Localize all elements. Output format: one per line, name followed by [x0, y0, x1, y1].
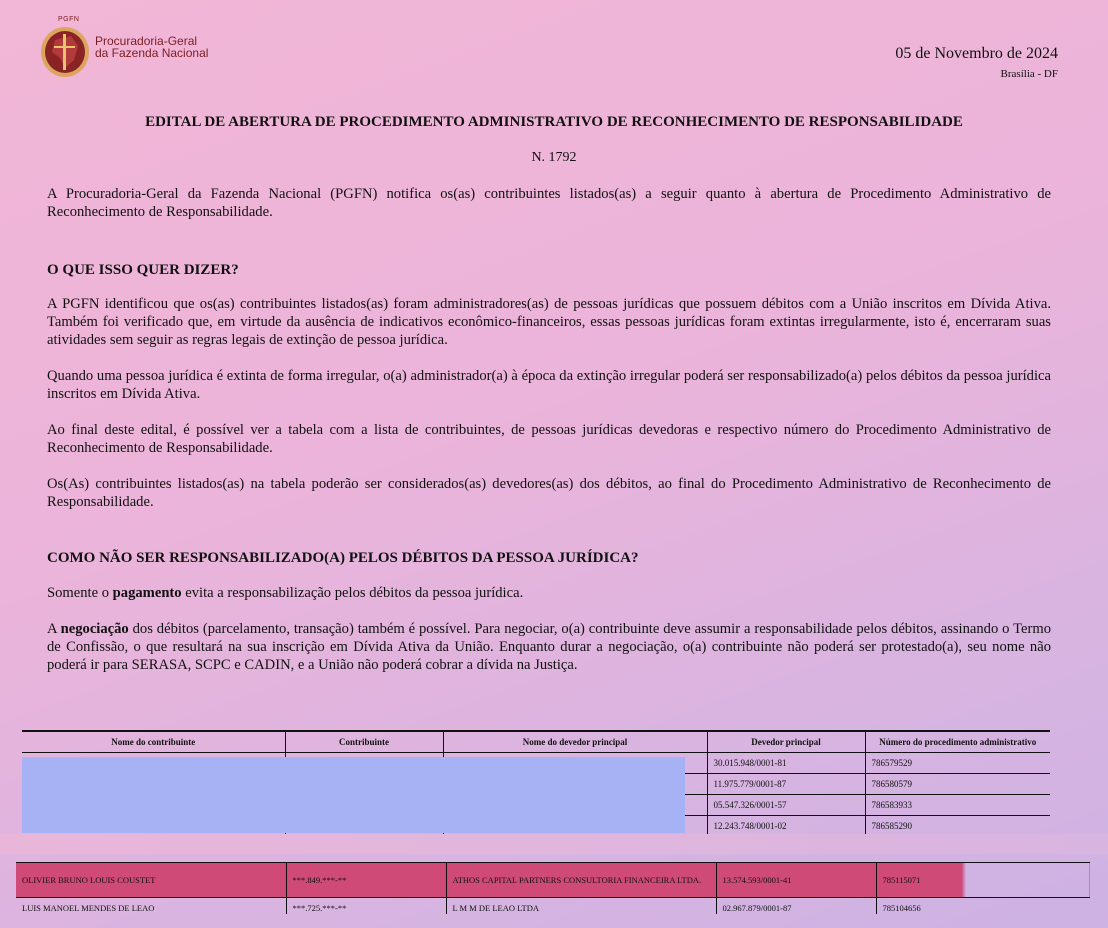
devedor-cnpj: 02.967.879/0001-87: [722, 903, 792, 913]
procedimento-numero: 785104656: [882, 903, 921, 913]
procedimento-numero: 786583933: [865, 795, 1050, 816]
devedor-cnpj: 13.574.593/0001-41: [716, 863, 876, 898]
logo-name: Procuradoria-Geral da Fazenda Nacional: [95, 34, 209, 60]
devedor-cnpj: 05.547.326/0001-57: [707, 795, 865, 816]
document-number: N. 1792: [531, 150, 577, 165]
table-continuation: [16, 862, 1090, 914]
paragraph-6: A negociação dos débitos (parcelamento, transação) também é possível. Para negociar, o(a) contribuinte deve assumir a responsabilidade pelos débitos, assinando o Termo de Confissão, o que resultará na sua inscrição em Dívida Ativa da União. Enquanto durar a negociação, o(a) contribuinte não poderá ser protestado(a), seu nome não poderá ir para SERASA, SCPC e CADIN, e a União não poderá cobrar a dívida na Justiça.: [47, 621, 1051, 673]
paragraph-5: Somente o pagamento evita a responsabilização pelos débitos da pessoa jurídica.: [47, 585, 524, 601]
pgfn-emblem-icon: [38, 22, 94, 80]
logo-acronym: PGFN: [58, 16, 80, 23]
document-date: 05 de Novembro de 2024: [895, 45, 1058, 62]
section-heading-2: COMO NÃO SER RESPONSABILIZADO(A) PELOS DÉBITOS DA PESSOA JURÍDICA?: [47, 550, 639, 566]
intro-paragraph: A Procuradoria-Geral da Fazenda Nacional (PGFN) notifica os(as) contribuintes listados(as) a seguir quanto à abertura de Procedimento Administrativo de Reconhecimento de Responsabilidade.: [47, 186, 1051, 220]
col-header-devedor-principal: Devedor principal: [707, 731, 865, 753]
procedimento-numero: 785115071: [876, 863, 1090, 898]
pgfn-logo: [38, 16, 238, 80]
paragraph-4: Os(As) contribuintes listados(as) na tabela poderão ser considerados(as) devedores(as) dos débitos, ao final do Procedimento Administrativo de Reconhecimento de Responsabilidade.: [47, 476, 1051, 510]
devedor-nome: L M M DE LEAO LTDA: [452, 903, 539, 913]
procedimento-numero: 786585290: [865, 816, 1050, 837]
col-header-numero-procedimento: Número do procedimento administrativo: [865, 731, 1050, 753]
col-header-nome-contribuinte: Nome do contribuinte: [22, 731, 285, 753]
page-cut-band: [0, 834, 1108, 854]
table-row: [16, 898, 1090, 915]
devedor-cnpj: 12.243.748/0001-02: [707, 816, 865, 837]
contribuinte-cpf: ***.849.***-**: [286, 863, 446, 898]
paragraph-1: A PGFN identificou que os(as) contribuintes listados(as) foram administradores(as) de pessoas jurídicas que possuem débitos com a União inscritos em Dívida Ativa. Também foi verificado que, em virtude da ausência de indicativos econômico-financeiros, essas pessoas jurídicas foram extintas irregularmente, isto é, encerraram suas atividades sem seguir as regras legais de extinção de pessoa jurídica.: [47, 296, 1051, 348]
contribuinte-nome: OLIVIER BRUNO LOUIS COUSTET: [16, 863, 286, 898]
document-place: Brasília - DF: [1000, 68, 1058, 80]
devedor-cnpj: 11.975.779/0001-87: [707, 774, 865, 795]
table-header-row: [22, 731, 1050, 753]
document-title: EDITAL DE ABERTURA DE PROCEDIMENTO ADMINISTRATIVO DE RECONHECIMENTO DE RESPONSABILIDADE: [145, 114, 963, 130]
col-header-nome-devedor: Nome do devedor principal: [443, 731, 707, 753]
paragraph-3: Ao final deste edital, é possível ver a tabela com a lista de contribuintes, de pessoas jurídicas devedoras e respectivo número do Procedimento Administrativo de Reconhecimento de Responsabilidade.: [47, 422, 1051, 456]
contribuinte-cpf: ***.725.***-**: [292, 903, 347, 913]
section-heading-1: O QUE ISSO QUER DIZER?: [47, 262, 239, 278]
col-header-contribuinte: Contribuinte: [285, 731, 443, 753]
redaction-block: [22, 757, 685, 833]
devedor-cnpj: 30.015.948/0001-81: [707, 753, 865, 774]
contribuinte-nome: LUIS MANOEL MENDES DE LEAO: [22, 903, 155, 913]
devedor-nome: ATHOS CAPITAL PARTNERS CONSULTORIA FINANCEIRA LTDA.: [446, 863, 716, 898]
procedimento-numero: 786580579: [865, 774, 1050, 795]
highlighted-table-row: [16, 863, 1090, 898]
procedimento-numero: 786579529: [865, 753, 1050, 774]
paragraph-2: Quando uma pessoa jurídica é extinta de forma irregular, o(a) administrador(a) à época da extinção irregular poderá ser responsabilizado(a) pelos débitos da pessoa jurídica inscritos em Dívida Ativa.: [47, 368, 1051, 402]
